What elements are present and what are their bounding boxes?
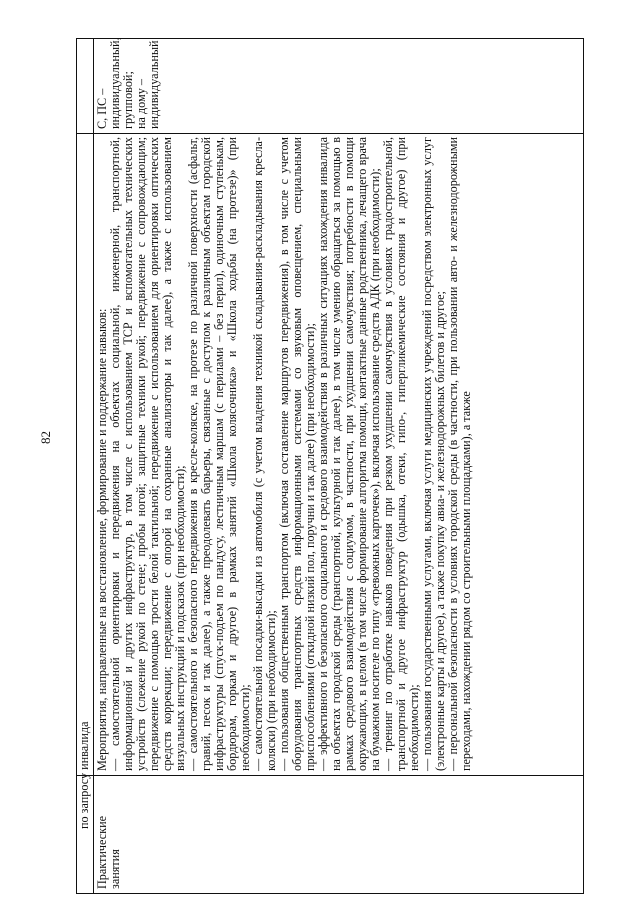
prev-row-tail: по запросу инвалида — [77, 721, 91, 829]
form-label — [95, 37, 161, 129]
paragraph: Мероприятия, направленные на восстановление, формирование и поддержание навыков: — [95, 308, 109, 771]
form-label-line: индивидуальный — [147, 40, 161, 129]
paragraph: — тренинг по отработке навыков поведения при резком ухудшении самочувствия в условиях градостроительной, транспортной и другое инфраструктур (одышка, отеки, гипо-, гипергликемические состояния и другое) (при необходимости); — [381, 137, 421, 771]
activity-description — [96, 137, 473, 771]
column-divider-label — [77, 775, 583, 776]
paragraph: — пользования государственными услугами, включая услуги медицинских учреждений посредством электронных услуг (электронные карты и другое), а также покупку авиа- и железнодорожных билетов и другое; — [420, 137, 447, 771]
form-label-line: групповой; — [121, 71, 135, 129]
form-label-line: на дому – — [134, 79, 148, 129]
page-number: 82 — [38, 431, 53, 444]
section-label: Практические занятия — [95, 815, 122, 889]
column-divider-form — [77, 133, 583, 134]
paragraph: — самостоятельной ориентировки и передвижения на объектах социальной, инженерной, транспортной, информационной и других инфраструктур, в том числе с использованием ТСР и вспомогательных технических устройств (слежение рукой по стене; пробы ногой; защитные техники рукой; передвижение с сопровождающим; передвижение с помощью трости белой тактильной; передвижение с использованием для ориентировки оптических средств коррекции; передвижение с опорой на сохранные анализаторы и так далее), а также с использованием визуальных инструкций и подсказок (при необходимости); — [108, 137, 187, 771]
paragraph: — эффективного и безопасного социального и средового взаимодействия в различных ситуациях нахождения инвалида на объектах городской среды (транспортной, культурной и так далее), в том числе умению обращаться за помощью в рамках средового взаимодействия с социумом, в частности, при ухудшении самочувствия; потребности в помощи окружающих, в целом (в том числе формирование алгоритма помощи, контактные данные родственника, лечащего врача на бумажном носителе по типу «тревожных карточек»), включая использование средств АДК (при необходимости); — [316, 137, 382, 771]
form-label-line: С, ПС – — [95, 88, 109, 129]
row-divider — [93, 39, 94, 893]
paragraph: — персональной безопасности в условиях городской среды (в частности, при пользовании авто- и железнодорожными переходами, нахождении рядом со строительными площадками), а также — [446, 137, 473, 771]
document-table — [76, 38, 584, 894]
paragraph: — самостоятельной посадки-высадки из автомобиля (с учетом владения техникой складывания-раскладывания кресла-коляски) (при необходимости); — [251, 137, 278, 771]
form-label-line: индивидуальный, — [108, 37, 122, 129]
paragraph: — пользования общественным транспортом (включая составление маршрутов передвижения), в том числе с учетом оборудования транспортных средств информационными системами со звуковым оповещением, специальными приспособлениями (откидной низкий пол, поручни и так далее) (при необходимости); — [277, 137, 317, 771]
paragraph: — самостоятельного и безопасного передвижения в кресле-коляске, на протезе по различной поверхности (асфальт, гравий, песок и так далее), а также преодолевать барьеры, связанные с доступом к различным объектам городской инфраструктуры (спуск-подъем по пандусу, лестничным маршам (с перилами – без перил), одиночным ступенькам, бордюрам, горкам и другое) в рамках занятий «Школа колясочника» и «Школа ходьбы (на протезе)» (при необходимости); — [186, 137, 252, 771]
